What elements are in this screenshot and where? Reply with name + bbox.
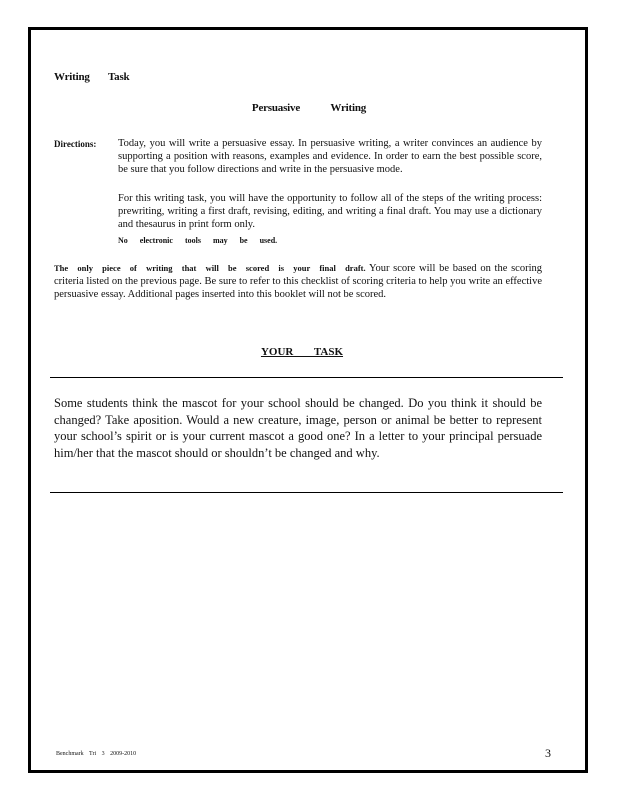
scoring-bold-lead: The only piece of writing that will be scored is your final draft. [54, 263, 366, 273]
scoring-text: Your score will be based on the scoring criteria listed on the previous page. Be sure to refer to this checklist of scoring criteria to help you write an effective persuasive essay. Additional pages inserted into this booklet will not be scored. [54, 263, 542, 301]
task-box-bottom-rule [50, 492, 563, 493]
scoring-paragraph [54, 262, 542, 302]
task-prompt: Some students think the mascot for your school should be changed. Do you think it should be changed? Take aposition. Would a new creature, image, person or animal be better to represent your school’s spirit or is your current mascot a good one? In a letter to your principal persuade him/her that the mascot should or shouldn’t be changed and why. [54, 396, 542, 460]
your-task-heading-text: YOUR TASK [260, 346, 344, 358]
section-label: Writing Task [54, 71, 130, 83]
directions-note: No electronic tools may be used. [118, 236, 278, 245]
directions-label: Directions: [54, 139, 97, 149]
page-number: 3 [545, 746, 551, 760]
footer-benchmark-label: Benchmark Tri 3 2009-2010 [56, 751, 137, 757]
your-task-heading [0, 346, 618, 358]
document-title: Persuasive Writing [251, 102, 367, 114]
task-box-top-rule [50, 377, 563, 378]
directions-paragraph-1: Today, you will write a persuasive essay. In persuasive writing, a writer convinces an audience by supporting a position with reasons, examples and evidence. In order to earn the best possible score, be sure that you follow directions and write in the persuasive mode. [118, 138, 542, 176]
directions-paragraph-2: For this writing task, you will have the opportunity to follow all of the steps of the writing process: prewriting, writing a first draft, revising, editing, and writing a final draft. You may use a dictionary and thesaurus in print form only. [118, 193, 542, 231]
